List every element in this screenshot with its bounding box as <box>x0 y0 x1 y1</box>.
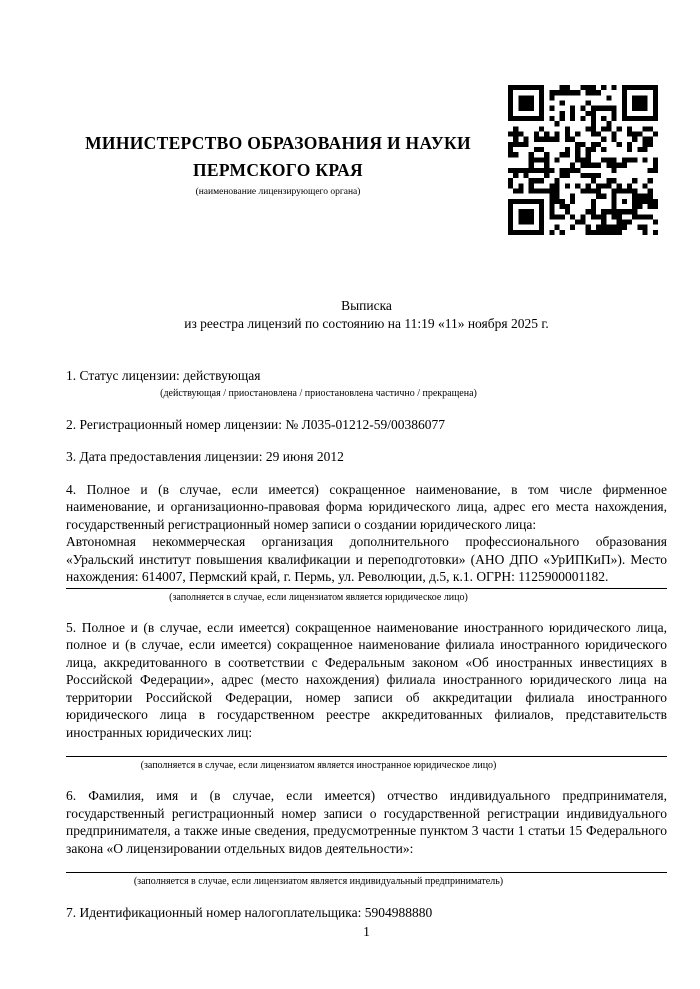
empty-value-space <box>66 741 667 754</box>
field-license-grant-date <box>66 448 667 466</box>
page-number: 1 <box>363 924 370 939</box>
foreign-legal-entity-prompt: 5. Полное и (в случае, если имеется) сокращенное наименование иностранного юридического лица, полное и (в случае, если имеется) сокращенное наименование филиала иностранного юридического лица, аккредитованного в соответствии с Федеральным законом «Об иностранных инвестициях в Российской Федерации», адрес (место нахождения) филиала иностранного юридического лица на территории Российской Федерации, номер записи об аккредитации филиала иностранного юридического лица в государственном реестре аккредитованных филиалов, представительств иностранных юридических лиц: <box>66 619 667 740</box>
document-body <box>66 0 667 922</box>
field-legal-entity <box>66 481 667 604</box>
empty-value-space <box>66 857 667 870</box>
field-individual-entrepreneur <box>66 787 667 888</box>
document-title <box>66 297 667 332</box>
legal-entity-value: Автономная некоммерческая организация дополнительного профессионального образования «Уральский институт повышения квалификации и переподготовки» (АНО ДПО «УрИПКиП»). Место нахождения: 614007, Пермский край, г. Пермь, ул. Революции, д.5, к.1. ОГРН: 1125900001182. <box>66 534 667 584</box>
individual-entrepreneur-prompt: 6. Фамилия, имя и (в случае, если имеется) отчество индивидуального предпринимателя, государственный регистрационный номер записи о государственной регистрации индивидуального предпринимателя, а также иные сведения, предусмотренные пунктом 3 части 1 статьи 15 Федерального закона «О лицензировании отдельных видов деятельности»: <box>66 788 667 856</box>
ministry-name-line-1: МИНИСТЕРСТВО ОБРАЗОВАНИЯ И НАУКИ <box>85 133 471 153</box>
document-title-line-2: из реестра лицензий по состоянию на 11:19 «11» ноября 2025 г. <box>184 315 549 331</box>
field-taxpayer-number <box>66 904 667 922</box>
license-status-caption: (действующая / приостановлена / приостановлена частично / прекращена) <box>160 387 477 399</box>
foreign-legal-entity-caption: (заполняется в случае, если лицензиатом является иностранное юридическое лицо) <box>140 760 497 771</box>
fill-in-rule <box>66 872 667 873</box>
taxpayer-number-text: 7. Идентификационный номер налогоплательщика: 5904988880 <box>66 905 433 920</box>
field-foreign-legal-entity <box>66 619 667 773</box>
fill-in-rule <box>66 756 667 757</box>
individual-entrepreneur-caption: (заполняется в случае, если лицензиатом является индивидуальный предприниматель) <box>133 876 504 887</box>
license-status-text: 1. Статус лицензии: действующая <box>66 368 261 383</box>
legal-entity-caption: (заполняется в случае, если лицензиатом является юридическое лицо) <box>169 591 468 603</box>
document-title-line-1: Выписка <box>341 298 392 313</box>
registration-number-text: 2. Регистрационный номер лицензии: № Л035-01212-59/00386077 <box>66 416 446 432</box>
field-registration-number <box>66 416 667 434</box>
fill-in-rule <box>66 588 667 589</box>
license-grant-date-text: 3. Дата предоставления лицензии: 29 июня 2012 <box>66 449 344 464</box>
legal-entity-prompt: 4. Полное и (в случае, если имеется) сокращенное наименование, в том числе фирменное наименование, и организационно-правовая форма юридического лица, адрес его места нахождения, государственный регистрационный номер записи о создании юридического лица: <box>66 481 667 532</box>
ministry-name-line-2: ПЕРМСКОГО КРАЯ <box>193 159 363 180</box>
field-license-status <box>66 367 667 400</box>
issuing-authority-caption: (наименование лицензирующего органа) <box>195 187 361 197</box>
